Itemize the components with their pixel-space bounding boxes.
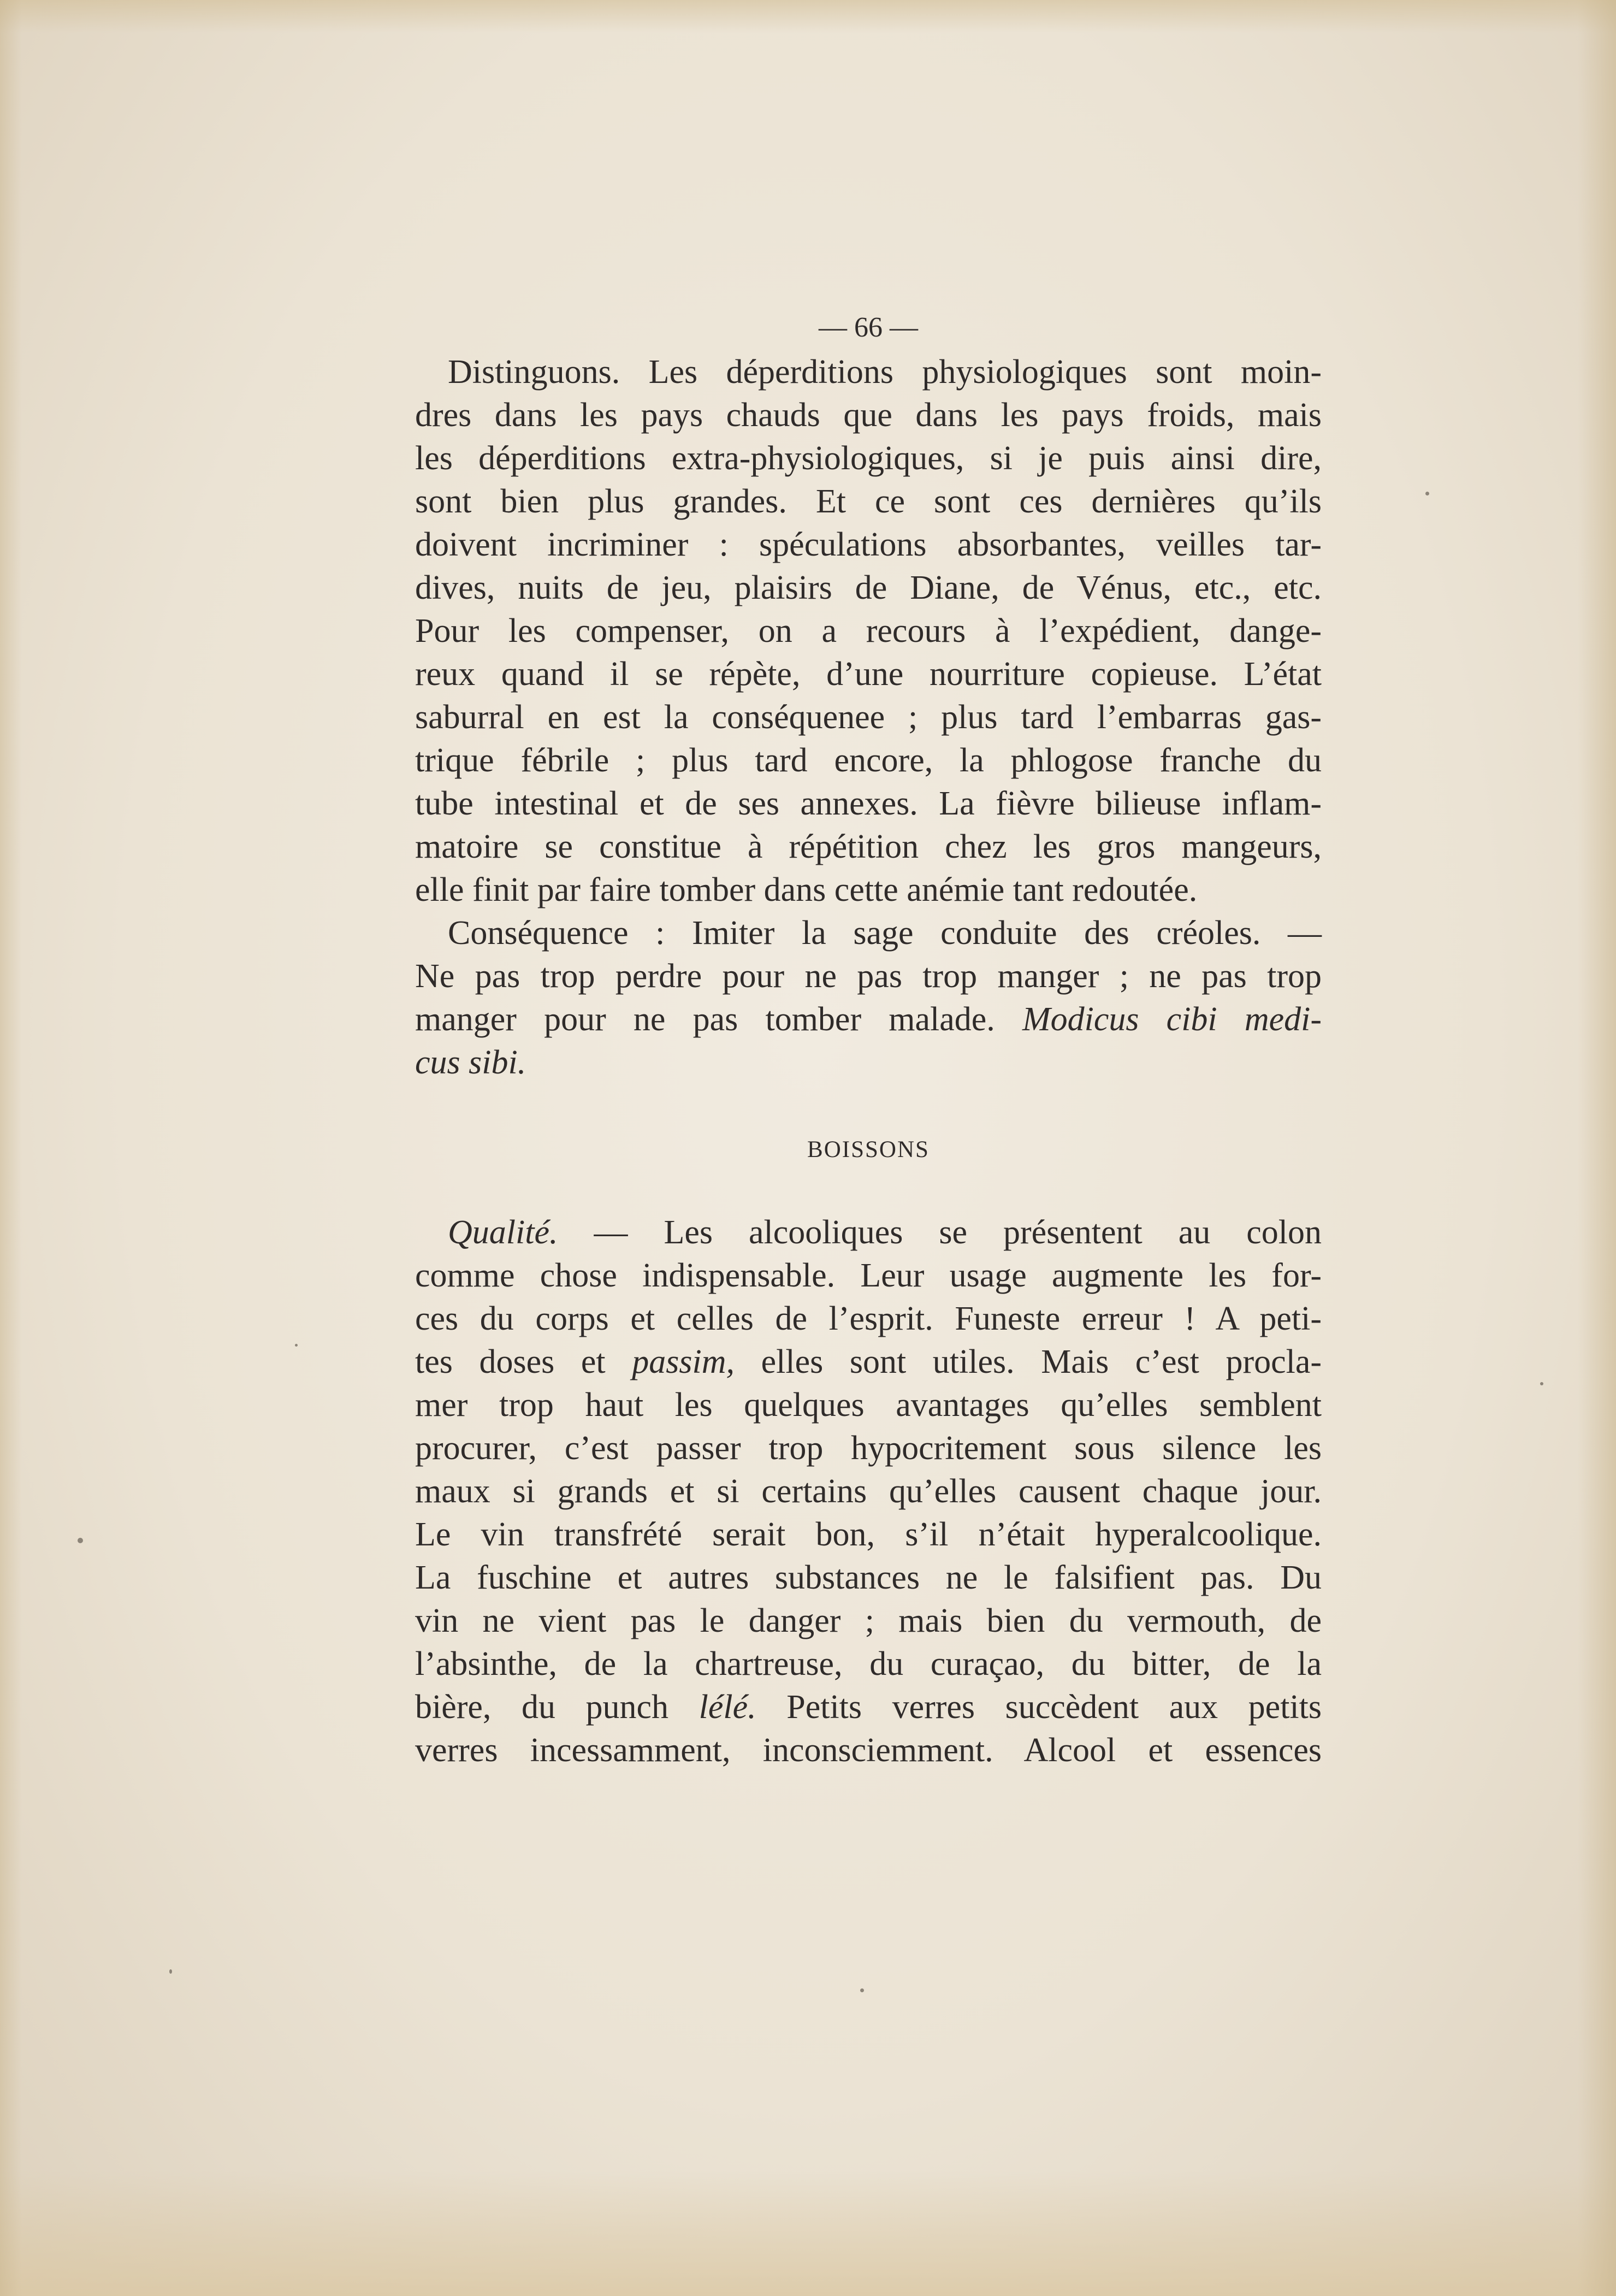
text-line: Le vin transfrété serait bon, s’il n’était hyperalcoolique. [415, 1516, 1322, 1553]
text-line: Conséquence : Imiter la sage conduite des créoles. — [448, 914, 1322, 952]
text-run: bière, du punch [415, 1689, 669, 1726]
paper-speck [860, 1988, 864, 1992]
paragraph [415, 351, 1322, 912]
text-run: manger pour ne pas tomber malade. [415, 1001, 995, 1038]
latin-phrase: Modicus cibi medi- [1022, 1001, 1322, 1038]
text-line: procurer, c’est passer trop hypocritement sous silence les [415, 1430, 1322, 1467]
paper-speck [295, 1344, 298, 1347]
text-line [415, 1686, 1322, 1729]
text-line: dives, nuits de jeu, plaisirs de Diane, de Vénus, etc., etc. [415, 569, 1322, 606]
page-edge-left [0, 0, 22, 2296]
text-line [415, 1041, 1322, 1084]
text-line: maux si grands et si certains qu’elles causent chaque jour. [415, 1473, 1322, 1510]
paper-speck [78, 1538, 83, 1543]
page-number: — 66 — [819, 312, 918, 343]
text-line: doivent incriminer : spéculations absorbantes, veilles tar- [415, 526, 1322, 563]
page-edge-top [0, 0, 1616, 33]
latin-phrase: cus sibi. [415, 1044, 526, 1081]
text-line: Pour les compenser, on a recours à l’expédient, dange- [415, 612, 1322, 650]
paper-speck [169, 1969, 172, 1974]
italic-word: lélé. [699, 1689, 756, 1726]
text-run: Petits verres succèdent aux petits [786, 1689, 1322, 1726]
section-title: BOISSONS [807, 1137, 930, 1162]
text-line: sont bien plus grandes. Et ce sont ces dernières qu’ils [415, 483, 1322, 520]
text-line: mer trop haut les quelques avantages qu’elles semblent [415, 1386, 1322, 1424]
text-line [415, 998, 1322, 1041]
text-line: Distinguons. Les déperditions physiologiques sont moin- [448, 353, 1322, 391]
paragraph [415, 1211, 1322, 1772]
text-line: comme chose indispensable. Leur usage augmente les for- [415, 1257, 1322, 1294]
text-line: les déperditions extra-physiologiques, si je puis ainsi dire, [415, 440, 1322, 477]
paper-speck [1540, 1382, 1543, 1385]
paper-speck [1425, 492, 1429, 495]
text-line: tube intestinal et de ses annexes. La fièvre bilieuse inflam- [415, 785, 1322, 822]
text-line [415, 1341, 1322, 1384]
text-line: La fuschine et autres substances ne le falsifient pas. Du [415, 1559, 1322, 1596]
text-line: elle finit par faire tomber dans cette anémie tant redoutée. [415, 871, 1198, 908]
text-line [415, 1211, 1322, 1254]
text-line: verres incessamment, inconsciemment. Alcool et essences [415, 1732, 1322, 1769]
text-line: Ne pas trop perdre pour ne pas trop manger ; ne pas trop [415, 958, 1322, 995]
text-line: matoire se constitue à répétition chez les gros mangeurs, [415, 828, 1322, 865]
text-line: saburral en est la conséquenee ; plus tard l’embarras gas- [415, 699, 1322, 736]
text-line: l’absinthe, de la chartreuse, du curaçao, du bitter, de la [415, 1645, 1322, 1683]
page-text [415, 306, 1322, 1772]
text-line: ces du corps et celles de l’esprit. Funeste erreur ! A peti- [415, 1300, 1322, 1337]
page-edge-bottom [0, 2170, 1616, 2296]
text-line: trique fébrile ; plus tard encore, la phlogose franche du [415, 742, 1322, 779]
text-line: reux quand il se répète, d’une nourriture copieuse. L’état [415, 656, 1322, 693]
paragraph [415, 912, 1322, 1084]
text-line: vin ne vient pas le danger ; mais bien du vermouth, de [415, 1602, 1322, 1639]
text-run: elles sont utiles. Mais c’est procla- [761, 1343, 1322, 1380]
text-run: tes doses et [415, 1343, 606, 1380]
text-run: — Les alcooliques se présentent au colon [594, 1214, 1322, 1251]
subheading: Qualité. [448, 1214, 558, 1251]
text-line: dres dans les pays chauds que dans les pays froids, mais [415, 397, 1322, 434]
latin-word: passim, [632, 1343, 735, 1380]
page-edge-right [1578, 0, 1616, 2296]
